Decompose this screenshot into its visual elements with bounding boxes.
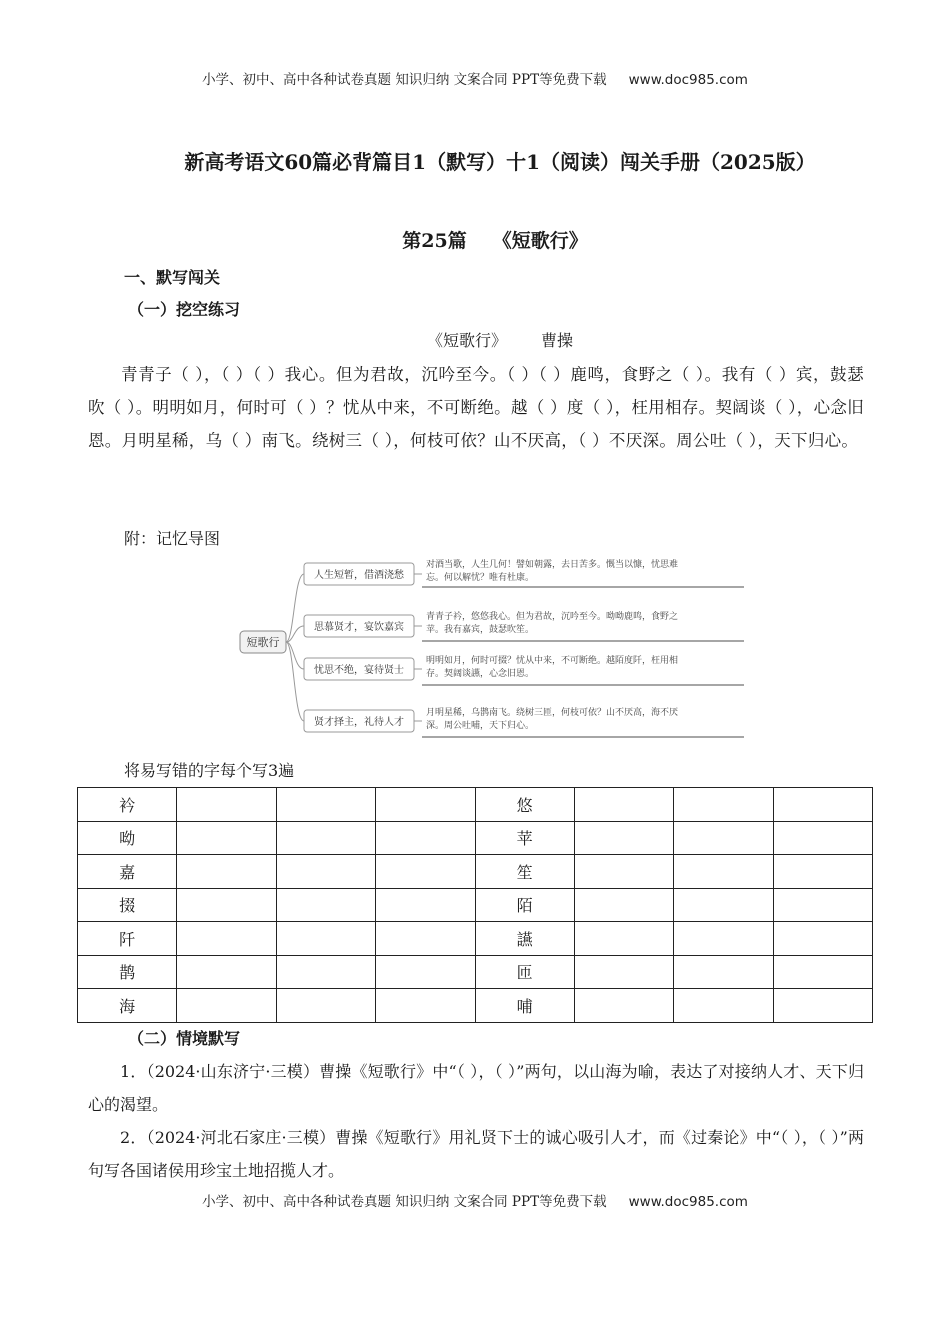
practice-blank-cell[interactable] [276, 955, 375, 989]
practice-blank-cell[interactable] [276, 788, 375, 822]
mindmap-branch-text: 月明星稀，乌鹊南飞。绕树三匝，何枝可依？山不厌高，海不厌 [426, 708, 679, 718]
practice-blank-cell[interactable] [574, 922, 673, 956]
practice-blank-cell[interactable] [376, 922, 475, 956]
mindmap-branch-text: 深。周公吐哺，天下归心。 [426, 721, 535, 731]
practice-blank-cell[interactable] [376, 955, 475, 989]
mindmap-root-label: 短歌行 [246, 636, 280, 649]
mindmap-branch-label: 贤才择主，礼待人才 [314, 717, 404, 728]
practice-blank-cell[interactable] [177, 922, 276, 956]
page-footer [0, 1190, 950, 1210]
practice-blank-cell[interactable] [276, 855, 375, 889]
practice-char-cell: 笙 [475, 855, 574, 889]
practice-blank-cell[interactable] [574, 855, 673, 889]
practice-blank-cell[interactable] [574, 821, 673, 855]
practice-char-cell: 鹊 [78, 955, 177, 989]
practice-blank-cell[interactable] [376, 989, 475, 1023]
subsection-heading-fill-blank: （一）挖空练习 [128, 300, 241, 319]
question-2: 2．（2024·河北石家庄·三模）曹操《短歌行》用礼贤下士的诚心吸引人才，而《过秦论》中“（ ），（ ）”两句写各国诸侯用珍宝土地招揽人才。 [88, 1128, 864, 1180]
practice-grid-caption: 将易写错的字每个写3遍 [124, 761, 295, 780]
practice-blank-cell[interactable] [773, 855, 872, 889]
practice-blank-cell[interactable] [376, 888, 475, 922]
practice-char-cell: 悠 [475, 788, 574, 822]
practice-row [78, 955, 873, 989]
practice-blank-cell[interactable] [773, 821, 872, 855]
mindmap-branch-text: 青青子衿，悠悠我心。但为君故，沉吟至今。呦呦鹿鸣，食野之 [426, 612, 679, 622]
practice-blank-cell[interactable] [773, 788, 872, 822]
mindmap-branch-label: 忧思不绝，宴待贤士 [314, 665, 404, 676]
practice-blank-cell[interactable] [674, 821, 773, 855]
poem-title: 《短歌行》 [426, 331, 507, 350]
practice-char-cell: 苹 [475, 821, 574, 855]
mindmap-connector [286, 642, 304, 721]
practice-blank-cell[interactable] [177, 888, 276, 922]
practice-blank-cell[interactable] [177, 855, 276, 889]
chapter-name: 《短歌行》 [492, 230, 588, 252]
practice-blank-cell[interactable] [574, 888, 673, 922]
practice-blank-cell[interactable] [773, 989, 872, 1023]
practice-blank-cell[interactable] [276, 888, 375, 922]
practice-char-cell: 讌 [475, 922, 574, 956]
mindmap-branch-text: 忘。何以解忧？唯有杜康。 [426, 573, 535, 583]
section-heading-dictation: 一、默写闯关 [124, 268, 221, 287]
practice-char-cell: 陌 [475, 888, 574, 922]
mindmap-branch-text: 明明如月，何时可掇？忧从中来，不可断绝。越陌度阡，枉用相 [426, 656, 679, 666]
practice-blank-cell[interactable] [773, 955, 872, 989]
mind-map [238, 545, 748, 745]
practice-blank-cell[interactable] [674, 989, 773, 1023]
practice-blank-cell[interactable] [376, 788, 475, 822]
practice-char-cell: 哺 [475, 989, 574, 1023]
practice-blank-cell[interactable] [376, 855, 475, 889]
appendix-label: 附：记忆导图 [124, 529, 221, 548]
practice-grid [77, 787, 873, 1023]
mindmap-branch-text: 对酒当歌，人生几何！譬如朝露，去日苦多。慨当以慷，忧思难 [426, 560, 679, 570]
poem-author: 曹操 [541, 331, 574, 350]
practice-char-cell: 呦 [78, 821, 177, 855]
practice-row [78, 888, 873, 922]
practice-blank-cell[interactable] [674, 888, 773, 922]
mindmap-branch-label: 人生短暂，借酒浇愁 [314, 570, 404, 581]
practice-blank-cell[interactable] [674, 788, 773, 822]
practice-blank-cell[interactable] [177, 955, 276, 989]
practice-blank-cell[interactable] [276, 922, 375, 956]
practice-blank-cell[interactable] [674, 922, 773, 956]
footer-text: 小学、初中、高中各种试卷真题 知识归纳 文案合同 PPT等免费下载 [202, 1194, 607, 1210]
practice-blank-cell[interactable] [177, 989, 276, 1023]
mindmap-branch-text: 存。契阔谈讌，心念旧恩。 [426, 669, 535, 679]
question-1: 1．（2024·山东济宁·三模）曹操《短歌行》中“（ ），（ ）”两句，以山海为喻，表达了对接纳人才、天下归心的渴望。 [88, 1062, 864, 1114]
practice-char-cell: 海 [78, 989, 177, 1023]
practice-blank-cell[interactable] [674, 855, 773, 889]
footer-url[interactable]: www.doc985.com [628, 1194, 748, 1210]
practice-char-cell: 衿 [78, 788, 177, 822]
practice-char-cell: 嘉 [78, 855, 177, 889]
subsection-heading-context-dictation: （二）情境默写 [128, 1029, 241, 1048]
practice-blank-cell[interactable] [177, 821, 276, 855]
practice-row [78, 922, 873, 956]
document-title: 新高考语文60篇必背篇目1（默写）十1（阅读）闯关手册（2025版） [184, 150, 816, 174]
practice-blank-cell[interactable] [674, 955, 773, 989]
practice-blank-cell[interactable] [276, 821, 375, 855]
practice-blank-cell[interactable] [574, 788, 673, 822]
poem-heading [0, 328, 950, 351]
header-text: 小学、初中、高中各种试卷真题 知识归纳 文案合同 PPT等免费下载 [202, 72, 607, 88]
practice-blank-cell[interactable] [773, 888, 872, 922]
mindmap-branch-text: 苹。我有嘉宾，鼓瑟吹笙。 [426, 625, 535, 635]
practice-blank-cell[interactable] [177, 788, 276, 822]
practice-blank-cell[interactable] [574, 955, 673, 989]
header-url[interactable]: www.doc985.com [628, 72, 748, 88]
poem-fill-blank-text: 青青子（ ），（ ）（ ）我心。但为君故，沉吟至今。（ ）（ ）鹿鸣，食野之（ ）。我有（ ）宾，鼓瑟吹（ ）。明明如月，何时可（ ）？忧从中来，不可断绝。越（ ）度（ ），枉用相存。契阔谈（ ），心念旧恩。月明星稀，乌（ ）南飞。绕树三（ ），何枝可依？山不厌高，（ ）不厌深。周公吐（ ），天下归心。 [88, 365, 864, 450]
practice-row [78, 855, 873, 889]
practice-char-cell: 匝 [475, 955, 574, 989]
chapter-number: 第25篇 [402, 230, 467, 252]
practice-blank-cell[interactable] [773, 922, 872, 956]
practice-blank-cell[interactable] [376, 821, 475, 855]
practice-char-cell: 阡 [78, 922, 177, 956]
practice-row [78, 989, 873, 1023]
page-header [0, 68, 950, 88]
practice-blank-cell[interactable] [574, 989, 673, 1023]
mindmap-branch-label: 思慕贤才，宴饮嘉宾 [314, 622, 404, 633]
chapter-title [0, 226, 950, 253]
practice-row [78, 788, 873, 822]
practice-char-cell: 掇 [78, 888, 177, 922]
practice-blank-cell[interactable] [276, 989, 375, 1023]
practice-row [78, 821, 873, 855]
